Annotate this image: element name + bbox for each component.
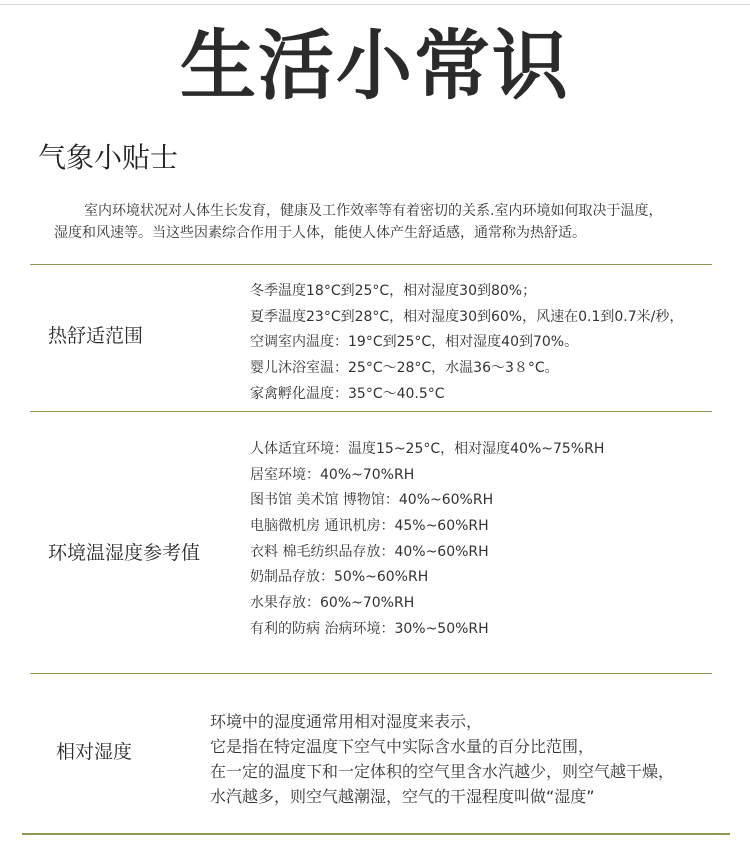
page-title: 生活小常识 [180, 21, 570, 110]
list-item: 水果存放：60%~70%RH [250, 595, 415, 612]
list-item: 电脑微机房 通讯机房：45%~60%RH [250, 518, 489, 535]
bottom-divider [22, 833, 730, 835]
list-item: 家禽孵化温度：35°C～40.5°C [250, 385, 445, 402]
section-label-reference-values: 环境温湿度参考值 [48, 542, 201, 564]
reference-values-list [250, 437, 604, 643]
text-line: 水汽越多，则空气越潮湿，空气的干湿程度叫做“湿度” [210, 787, 595, 806]
intro-line: 湿度和风速等。当这些因素综合作用于人体，能使人体产生舒适感，通常称为热舒适。 [54, 225, 586, 241]
list-item: 衣料 棉毛纺织品存放：40%~60%RH [250, 543, 489, 560]
list-item: 有利的防病 治病环境：30%~50%RH [250, 620, 489, 637]
divider [30, 673, 712, 674]
divider [30, 264, 712, 265]
list-item: 空调室内温度：19°C到25°C，相对湿度40到70%。 [250, 334, 579, 351]
list-item: 人体适宜环境：温度15~25°C，相对湿度40%~75%RH [250, 441, 605, 457]
list-item: 夏季温度23°C到28°C，相对湿度30到60%，风速在0.1到0.7米/秒， [250, 308, 684, 325]
intro-line: 室内环境状况对人体生长发育，健康及工作效率等有着密切的关系.室内环境如何取决于温度， [84, 203, 663, 219]
divider [30, 411, 712, 412]
list-item: 冬季温度18°C到25°C，相对湿度30到80%； [250, 283, 537, 299]
relative-humidity-text [210, 709, 674, 809]
section-subtitle: 气象小贴士 [38, 141, 179, 174]
top-divider [0, 4, 750, 5]
list-item: 婴儿沐浴室温：25°C～28°C，水温36～3８°C。 [250, 360, 559, 377]
intro-paragraph [54, 200, 734, 244]
text-line: 它是指在特定温度下空气中实际含水量的百分比范围， [210, 737, 595, 756]
list-item: 图书馆 美术馆 博物馆：40%~60%RH [250, 492, 494, 509]
text-line: 在一定的温度下和一定体积的空气里含水汽越少，则空气越干燥， [210, 762, 675, 781]
list-item: 居室环境：40%~70%RH [250, 466, 415, 483]
section-label-thermal-comfort: 热舒适范围 [48, 325, 144, 347]
text-line: 环境中的湿度通常用相对湿度来表示， [210, 712, 483, 731]
thermal-comfort-list [250, 279, 683, 407]
section-label-relative-humidity: 相对湿度 [56, 741, 133, 763]
list-item: 奶制品存放：50%~60%RH [250, 569, 429, 586]
